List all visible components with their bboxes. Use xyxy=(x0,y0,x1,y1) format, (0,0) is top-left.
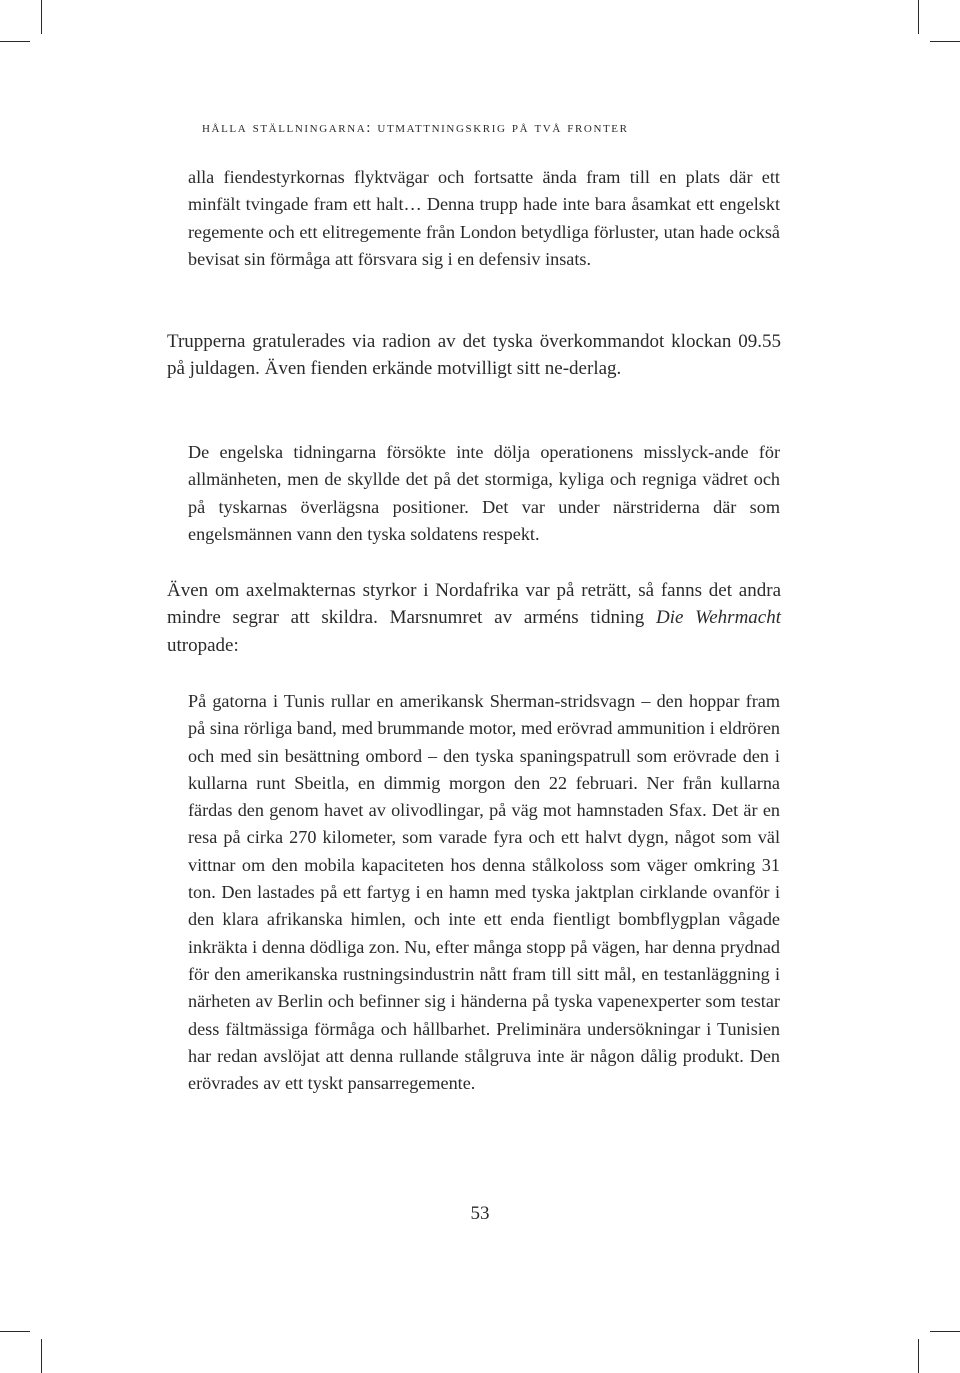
block-quote: alla fiendestyrkornas flyktvägar och fortsatte ända fram till en plats där ett minfält tvingade fram ett halt… Denna trupp hade inte bara åsamkat ett engelskt regemente och ett elitregemente från London betydliga förluster, utan hade också bevisat sin förmåga att försvara sig i en defensiv insats. xyxy=(188,167,780,269)
body-paragraph: Trupperna gratulerades via radion av det tyska överkommandot klockan 09.55 på juldagen. Även fienden erkände motvilligt sitt ne-derlag. xyxy=(167,331,781,380)
crop-mark-bottom-right xyxy=(918,1339,919,1373)
running-head: hålla ställningarna: utmattningskrig på två fronter xyxy=(202,120,629,136)
publication-title: Die Wehrmacht xyxy=(656,607,782,629)
crop-mark-top-left xyxy=(41,0,42,34)
block-quote: De engelska tidningarna försökte inte dölja operationens misslyck-ande för allmänheten, men de skyllde det på det stormiga, kyliga och regniga vädret och på tyskarnas överlägsna positioner. Det var under närstriderna där som engelsmännen vann den tyska soldatens respekt. xyxy=(188,442,780,544)
crop-mark-bottom-right xyxy=(930,1331,960,1332)
crop-mark-bottom-left xyxy=(41,1339,42,1373)
page-number: 53 xyxy=(470,1203,490,1224)
crop-mark-top-right xyxy=(930,41,960,42)
paragraph-text: Även om axelmakternas styrkor i Nordafrika var på reträtt, så fanns det andra mindre segrar att skildra. Marsnumret av arméns tidning xyxy=(167,580,781,629)
body-paragraph xyxy=(167,577,781,659)
crop-mark-bottom-left xyxy=(0,1331,30,1332)
crop-mark-top-left xyxy=(0,41,30,42)
paragraph-text: utropade: xyxy=(167,634,239,656)
block-quote: På gatorna i Tunis rullar en amerikansk Sherman-stridsvagn – den hoppar fram på sina rörliga band, med brummande motor, med erövrad ammunition i eldrören och med sin besättning ombord – den tyska spaningspatrull som erövrade den i kullarna runt Sbeitla, en dimmig morgon den 22 februari. Ner från kullarna färdas den genom havet av olivodlingar, på väg mot hamnstaden Sfax. Det är en resa på cirka 270 kilometer, som varade fyra och ett halvt dygn, något som väl vittnar om den mobila kapaciteten hos denna stålkoloss som väger omkring 31 ton. Den lastades på ett fartyg i en hamn med tyska jaktplan cirklande ovanför i den klara afrikanska himlen, och inte ett enda fientligt bombflygplan vågade inkräkta i denna dödliga zon. Nu, efter många stopp på vägen, har denna prydnad för den amerikanska rustningsindustrin nått fram till sitt mål, en testanläggning i närheten av Berlin och befinner sig i händerna på tyska vapenexperter som testar dess fältmässiga förmåga och hållbarhet. Preliminära undersökningar i Tunisien har redan avslöjat att denna rullande stålgruva inte är någon dålig produkt. Den erövrades av ett tyskt pansarregemente. xyxy=(188,691,780,1094)
crop-mark-top-right xyxy=(918,0,919,34)
